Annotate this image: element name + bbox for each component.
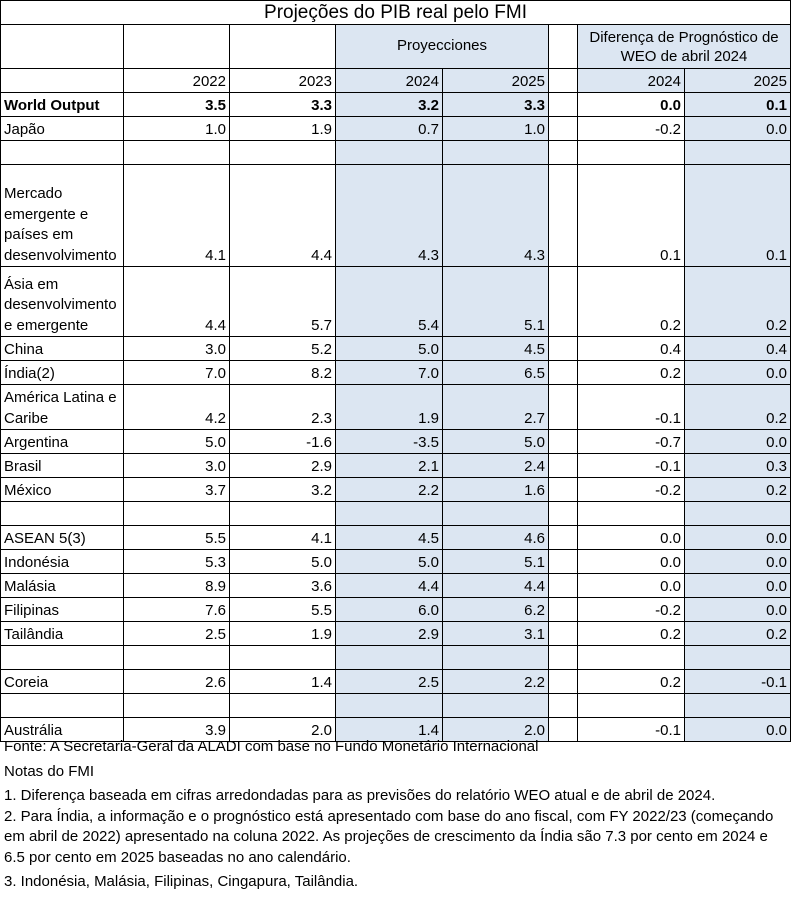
value-cell: -3.5 bbox=[336, 430, 443, 454]
row-label: China bbox=[1, 337, 124, 361]
table-title: Projeções do PIB real pelo FMI bbox=[1, 1, 791, 25]
value-cell: 5.3 bbox=[124, 550, 230, 574]
value-cell bbox=[578, 646, 685, 670]
spacer-cell bbox=[549, 598, 578, 622]
notes-section bbox=[4, 737, 792, 893]
value-cell: 0.2 bbox=[578, 670, 685, 694]
value-cell bbox=[336, 502, 443, 526]
value-cell bbox=[443, 694, 549, 718]
footnote-1: 1. Diferença baseada em cifras arredondadas para as previsões do relatório WEO atual e de abril de 2024. bbox=[4, 787, 716, 804]
spacer-cell bbox=[549, 550, 578, 574]
value-cell: 2.2 bbox=[443, 670, 549, 694]
value-cell: 0.0 bbox=[685, 718, 791, 742]
header-blank-cell bbox=[1, 25, 124, 69]
value-cell bbox=[336, 141, 443, 165]
value-cell: 3.6 bbox=[230, 574, 336, 598]
value-cell bbox=[124, 502, 230, 526]
spacer-cell bbox=[549, 117, 578, 141]
spacer-cell bbox=[549, 337, 578, 361]
value-cell bbox=[578, 502, 685, 526]
table-row bbox=[1, 385, 791, 430]
spacer-cell bbox=[549, 430, 578, 454]
value-cell: 7.0 bbox=[336, 361, 443, 385]
value-cell: 2.1 bbox=[336, 454, 443, 478]
value-cell: 4.3 bbox=[336, 165, 443, 267]
value-cell bbox=[230, 502, 336, 526]
row-label: Malásia bbox=[1, 574, 124, 598]
spacer-cell bbox=[549, 574, 578, 598]
value-cell: -0.2 bbox=[578, 598, 685, 622]
value-cell: 5.1 bbox=[443, 267, 549, 337]
row-label: ASEAN 5(3) bbox=[1, 526, 124, 550]
value-cell: 2.3 bbox=[230, 385, 336, 430]
spacer-cell bbox=[549, 622, 578, 646]
value-cell: 3.2 bbox=[230, 478, 336, 502]
value-cell: 0.0 bbox=[685, 526, 791, 550]
value-cell: 3.0 bbox=[124, 454, 230, 478]
value-cell: 0.4 bbox=[685, 337, 791, 361]
table-row bbox=[1, 526, 791, 550]
row-label: Ásia em desenvolvimento e emergente bbox=[1, 267, 124, 337]
value-cell: 7.0 bbox=[124, 361, 230, 385]
projections-header: Proyecciones bbox=[336, 25, 549, 69]
spacer-cell bbox=[549, 361, 578, 385]
table-row bbox=[1, 550, 791, 574]
value-cell: 4.1 bbox=[124, 165, 230, 267]
value-cell: 5.2 bbox=[230, 337, 336, 361]
value-cell: 0.0 bbox=[685, 574, 791, 598]
row-label: Japão bbox=[1, 117, 124, 141]
table-row bbox=[1, 478, 791, 502]
row-label: Tailândia bbox=[1, 622, 124, 646]
table-row bbox=[1, 93, 791, 117]
value-cell: 5.5 bbox=[230, 598, 336, 622]
value-cell bbox=[124, 694, 230, 718]
value-cell: 2.0 bbox=[443, 718, 549, 742]
value-cell: 0.2 bbox=[685, 385, 791, 430]
row-label: Coreia bbox=[1, 670, 124, 694]
value-cell: 8.9 bbox=[124, 574, 230, 598]
value-cell: 1.4 bbox=[336, 718, 443, 742]
value-cell bbox=[443, 141, 549, 165]
value-cell: 3.9 bbox=[124, 718, 230, 742]
header-blank-cell bbox=[124, 25, 230, 69]
row-label bbox=[1, 141, 124, 165]
value-cell: -0.1 bbox=[578, 718, 685, 742]
table-row bbox=[1, 622, 791, 646]
year-header-blank bbox=[1, 69, 124, 93]
value-cell: 3.5 bbox=[124, 93, 230, 117]
value-cell: 1.0 bbox=[443, 117, 549, 141]
row-label: Argentina bbox=[1, 430, 124, 454]
row-label: Brasil bbox=[1, 454, 124, 478]
header-spacer-cell bbox=[549, 25, 578, 69]
source-note: Fonte: A Secretaria-Geral da ALADI com base no Fundo Monetário Internacional bbox=[4, 738, 539, 755]
value-cell: 0.1 bbox=[685, 165, 791, 267]
spacer-cell bbox=[549, 670, 578, 694]
footnote-2: 2. Para Índia, a informação e o prognóstico está apresentado com base do ano fiscal, com FY 2022/23 (começando em abril de 2022) apresentado na coluna 2022. As projeções de crescimento da Índia são 7.3 por cento em 2024 e 6.5 por cento em 2025 baseadas no ano calendário. bbox=[4, 807, 774, 866]
value-cell: 6.2 bbox=[443, 598, 549, 622]
value-cell bbox=[685, 141, 791, 165]
spacer-cell bbox=[549, 93, 578, 117]
value-cell: -0.1 bbox=[578, 385, 685, 430]
value-cell bbox=[230, 646, 336, 670]
value-cell: 8.2 bbox=[230, 361, 336, 385]
value-cell bbox=[578, 141, 685, 165]
year-header: 2025 bbox=[443, 69, 549, 93]
value-cell: 0.0 bbox=[685, 117, 791, 141]
value-cell: 0.0 bbox=[685, 550, 791, 574]
row-label: Austrália bbox=[1, 718, 124, 742]
value-cell: 4.6 bbox=[443, 526, 549, 550]
table-row bbox=[1, 598, 791, 622]
value-cell bbox=[230, 141, 336, 165]
row-label bbox=[1, 646, 124, 670]
value-cell: 4.3 bbox=[443, 165, 549, 267]
value-cell: 5.0 bbox=[230, 550, 336, 574]
value-cell: 0.4 bbox=[578, 337, 685, 361]
value-cell: 1.6 bbox=[443, 478, 549, 502]
value-cell: 4.4 bbox=[124, 267, 230, 337]
value-cell: 0.2 bbox=[578, 361, 685, 385]
table-row bbox=[1, 141, 791, 165]
spacer-cell bbox=[549, 141, 578, 165]
value-cell: 0.0 bbox=[578, 93, 685, 117]
row-label: Mercado emergente e países em desenvolvimento bbox=[1, 165, 124, 267]
value-cell: 5.1 bbox=[443, 550, 549, 574]
row-label: Índia(2) bbox=[1, 361, 124, 385]
value-cell: 3.3 bbox=[230, 93, 336, 117]
year-header: 2022 bbox=[124, 69, 230, 93]
value-cell bbox=[443, 646, 549, 670]
value-cell: 2.9 bbox=[336, 622, 443, 646]
spacer-cell bbox=[549, 646, 578, 670]
table-row bbox=[1, 502, 791, 526]
value-cell: 5.5 bbox=[124, 526, 230, 550]
value-cell: 2.4 bbox=[443, 454, 549, 478]
row-label bbox=[1, 694, 124, 718]
value-cell: 5.0 bbox=[336, 550, 443, 574]
year-header: 2024 bbox=[336, 69, 443, 93]
value-cell: 5.4 bbox=[336, 267, 443, 337]
value-cell: -0.1 bbox=[578, 454, 685, 478]
spacer-cell bbox=[549, 502, 578, 526]
table-row bbox=[1, 454, 791, 478]
row-label: World Output bbox=[1, 93, 124, 117]
value-cell: 0.0 bbox=[685, 598, 791, 622]
spacer-cell bbox=[549, 267, 578, 337]
table-row bbox=[1, 430, 791, 454]
row-label: Filipinas bbox=[1, 598, 124, 622]
value-cell bbox=[578, 694, 685, 718]
value-cell: 0.2 bbox=[685, 267, 791, 337]
value-cell: 0.0 bbox=[578, 550, 685, 574]
table-row bbox=[1, 361, 791, 385]
value-cell bbox=[685, 646, 791, 670]
value-cell: 0.1 bbox=[685, 93, 791, 117]
value-cell: 4.2 bbox=[124, 385, 230, 430]
value-cell: 2.2 bbox=[336, 478, 443, 502]
value-cell: 1.9 bbox=[230, 622, 336, 646]
value-cell: 4.5 bbox=[443, 337, 549, 361]
table-row bbox=[1, 694, 791, 718]
value-cell bbox=[124, 141, 230, 165]
value-cell: 4.5 bbox=[336, 526, 443, 550]
year-header: 2025 bbox=[685, 69, 791, 93]
value-cell: 3.2 bbox=[336, 93, 443, 117]
value-cell: 2.5 bbox=[336, 670, 443, 694]
value-cell: 3.0 bbox=[124, 337, 230, 361]
value-cell: 5.0 bbox=[336, 337, 443, 361]
value-cell: 0.7 bbox=[336, 117, 443, 141]
table-row bbox=[1, 267, 791, 337]
value-cell: 0.2 bbox=[578, 267, 685, 337]
value-cell: 0.0 bbox=[578, 526, 685, 550]
value-cell: 2.9 bbox=[230, 454, 336, 478]
value-cell: 0.0 bbox=[578, 574, 685, 598]
row-label bbox=[1, 502, 124, 526]
value-cell: 7.6 bbox=[124, 598, 230, 622]
value-cell bbox=[443, 502, 549, 526]
spacer-cell bbox=[549, 385, 578, 430]
value-cell: 2.5 bbox=[124, 622, 230, 646]
value-cell: 0.2 bbox=[685, 622, 791, 646]
value-cell: 1.9 bbox=[230, 117, 336, 141]
value-cell: 3.3 bbox=[443, 93, 549, 117]
value-cell bbox=[124, 646, 230, 670]
value-cell: -0.7 bbox=[578, 430, 685, 454]
value-cell: 4.1 bbox=[230, 526, 336, 550]
table-row bbox=[1, 117, 791, 141]
value-cell: 5.0 bbox=[443, 430, 549, 454]
value-cell: 6.0 bbox=[336, 598, 443, 622]
value-cell: 5.7 bbox=[230, 267, 336, 337]
value-cell bbox=[336, 694, 443, 718]
value-cell: 2.6 bbox=[124, 670, 230, 694]
value-cell: 4.4 bbox=[230, 165, 336, 267]
table-row bbox=[1, 165, 791, 267]
value-cell: -0.1 bbox=[685, 670, 791, 694]
value-cell: 3.1 bbox=[443, 622, 549, 646]
table-row bbox=[1, 337, 791, 361]
value-cell: 1.0 bbox=[124, 117, 230, 141]
value-cell bbox=[336, 646, 443, 670]
row-label: América Latina e Caribe bbox=[1, 385, 124, 430]
value-cell bbox=[685, 694, 791, 718]
value-cell: 0.3 bbox=[685, 454, 791, 478]
spacer-cell bbox=[549, 478, 578, 502]
spacer-cell bbox=[549, 454, 578, 478]
value-cell: 0.1 bbox=[578, 165, 685, 267]
value-cell: 2.0 bbox=[230, 718, 336, 742]
value-cell: -0.2 bbox=[578, 117, 685, 141]
year-header: 2023 bbox=[230, 69, 336, 93]
table-row bbox=[1, 646, 791, 670]
value-cell bbox=[685, 502, 791, 526]
value-cell: 2.7 bbox=[443, 385, 549, 430]
spacer-cell bbox=[549, 165, 578, 267]
footnote-3: 3. Indonésia, Malásia, Filipinas, Cingapura, Tailândia. bbox=[4, 873, 359, 890]
header-spacer-cell bbox=[549, 69, 578, 93]
table-row bbox=[1, 574, 791, 598]
year-header: 2024 bbox=[578, 69, 685, 93]
value-cell: 0.0 bbox=[685, 361, 791, 385]
header-blank-cell bbox=[230, 25, 336, 69]
spacer-cell bbox=[549, 694, 578, 718]
value-cell: 1.9 bbox=[336, 385, 443, 430]
row-label: México bbox=[1, 478, 124, 502]
notes-heading: Notas do FMI bbox=[4, 762, 95, 780]
value-cell: 0.0 bbox=[685, 430, 791, 454]
value-cell bbox=[230, 694, 336, 718]
value-cell: 0.2 bbox=[685, 478, 791, 502]
value-cell: 4.4 bbox=[336, 574, 443, 598]
value-cell: 3.7 bbox=[124, 478, 230, 502]
value-cell: 1.4 bbox=[230, 670, 336, 694]
forecast-difference-header: Diferença de Prognóstico de WEO de abril 2024 bbox=[578, 25, 791, 69]
table-row bbox=[1, 670, 791, 694]
value-cell: -1.6 bbox=[230, 430, 336, 454]
value-cell: 0.2 bbox=[578, 622, 685, 646]
value-cell: 6.5 bbox=[443, 361, 549, 385]
row-label: Indonésia bbox=[1, 550, 124, 574]
value-cell: 5.0 bbox=[124, 430, 230, 454]
spacer-cell bbox=[549, 526, 578, 550]
value-cell: 4.4 bbox=[443, 574, 549, 598]
value-cell: -0.2 bbox=[578, 478, 685, 502]
